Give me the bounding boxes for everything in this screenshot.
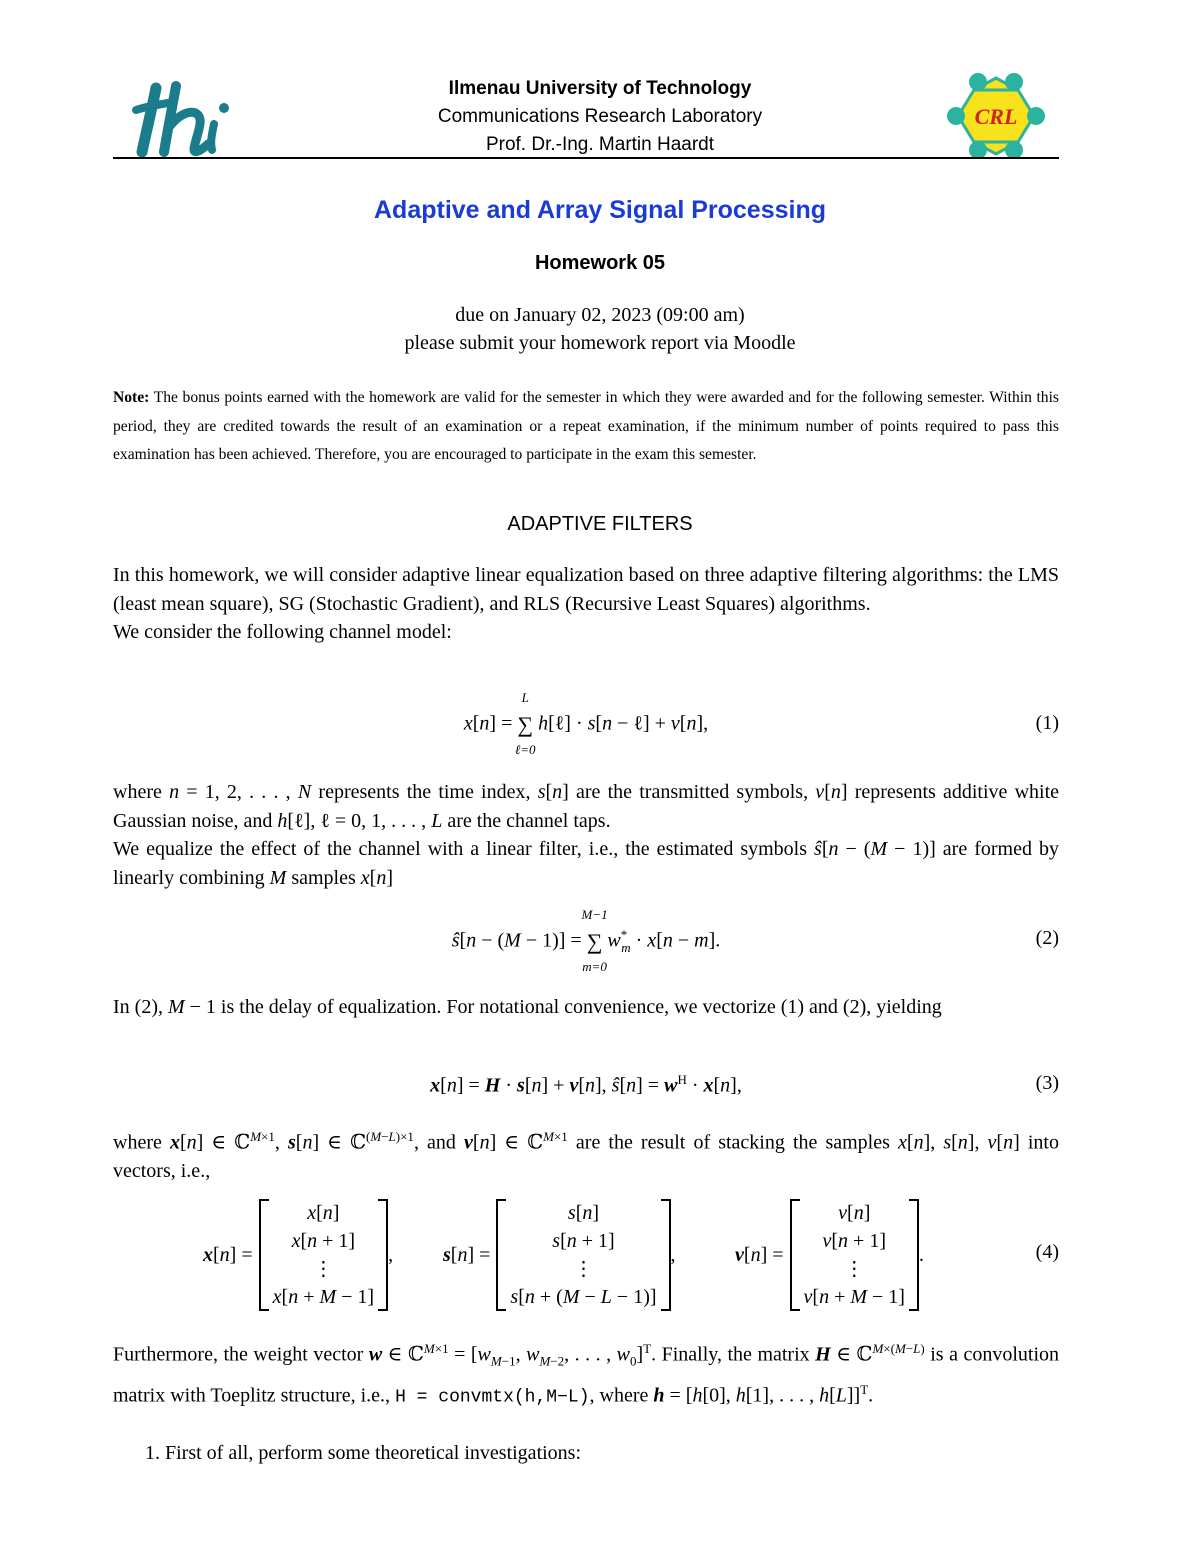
document-title: Adaptive and Array Signal Processing (374, 196, 826, 224)
equation-number: (2) (1035, 927, 1059, 949)
crl-logo-text: CRL (974, 104, 1018, 129)
s-vector: s[n] = s[n] s[n + 1] ⋮ s[n + (M − L − 1)] , (443, 1195, 676, 1315)
note-label: Note: (113, 389, 150, 406)
university-name: Ilmenau University of Technology (448, 78, 752, 99)
section-title: ADAPTIVE FILTERS (507, 513, 693, 535)
stacking-paragraph: where x[n] ∈ ℂ$^{M\times 1}$, s[n] ∈ ℂ$^{(M-L)\times 1}$, and ν[n] ∈ ℂ$^{M\times 1}$ are the result of stacking the samples x[n], s[n], ν[n] into vectors, i.e., (113, 1129, 1059, 1183)
channel-model-intro: We consider the following channel model: (113, 621, 452, 643)
submission-info: please submit your homework report via Moodle (404, 332, 796, 354)
equation-number: (1) (1035, 712, 1059, 734)
weight-vector-paragraph: Furthermore, the weight vector w ∈ ℂ$^{M\times 1}$ = [$w_{M-1}$, $w_{M-2}$, . . . , $w_0]^T$. Finally, the matrix H ∈ ℂ$^{M\times(M-L)}$ is a convolution matrix with Toeplitz structure, i.e., H = convmtx(h,M−L), where h = [h[0], h[1], . . . , h[L]]$^T$. (113, 1341, 1060, 1408)
tu-ilmenau-logo-icon (128, 78, 238, 158)
professor-name: Prof. Dr.-Ing. Martin Haardt (485, 134, 715, 155)
lab-name: Communications Research Laboratory (437, 106, 763, 127)
vectorize-paragraph: In (2), M − 1 is the delay of equalization. For notational convenience, we vectorize (1) and (2), yielding (113, 996, 942, 1018)
channel-description: where n = 1, 2, . . . , N represents the time index, s[n] are the transmitted symbols, ν[n] represents additive white Gaussian noise, and h[ℓ], ℓ = 0, 1, . . . , L are the channel taps. We equalize the effect of the channel with a linear filter, i.e., the estimated symbols ŝ[n − (M − 1)] are formed by linearly combining M samples x[n] (113, 781, 1060, 889)
equation-3: x[n] = H · s[n] + ν[n], ŝ[n] = $w^H \cdot x[n]$, (3) (430, 1072, 1059, 1097)
note-paragraph (113, 384, 1059, 470)
equation-2: ŝ[n − (M − 1)] = ∑ M−1 m=0 $w^*_m \cdot x[n - m]$. (2) (451, 907, 1059, 975)
nu-vector: ν[n] = ν[n] ν[n + 1] ⋮ ν[n + M − 1] . (735, 1195, 924, 1315)
equation-number: (3) (1035, 1072, 1059, 1094)
header-rule (113, 157, 1059, 159)
due-date: due on January 02, 2023 (09:00 am) (455, 304, 745, 326)
convmtx-code: H = convmtx(h,M−L) (395, 1387, 590, 1408)
equation-1: x[n] = ∑ L ℓ=0 h[ℓ] · s[n − ℓ] + ν[n], (1) (463, 690, 1059, 757)
equation-4 (113, 1195, 1059, 1315)
list-item-1: 1. First of all, perform some theoretical investigations: (145, 1442, 582, 1464)
note-text: The bonus points earned with the homework are valid for the semester in which they were awarded and for the following semester. Within this period, they are credited towards the result of an examination or a repeat examination, if the minimum number of points required to pass this examination has been achieved. Therefore, you are encouraged to participate in the exam this semester. (113, 389, 1059, 463)
equation-number: (4) (1035, 1241, 1059, 1263)
homework-number: Homework 05 (534, 252, 666, 274)
crl-logo-icon (944, 70, 1048, 162)
x-vector: x[n] = x[n] x[n + 1] ⋮ x[n + M − 1] , (203, 1195, 393, 1315)
intro-paragraph (113, 561, 1059, 647)
intro-text: In this homework, we will consider adaptive linear equalization based on three adaptive filtering algorithms: the LMS (least mean square), SG (Stochastic Gradient), and RLS (Recursive Least Squares) algorithms. (113, 564, 1059, 615)
